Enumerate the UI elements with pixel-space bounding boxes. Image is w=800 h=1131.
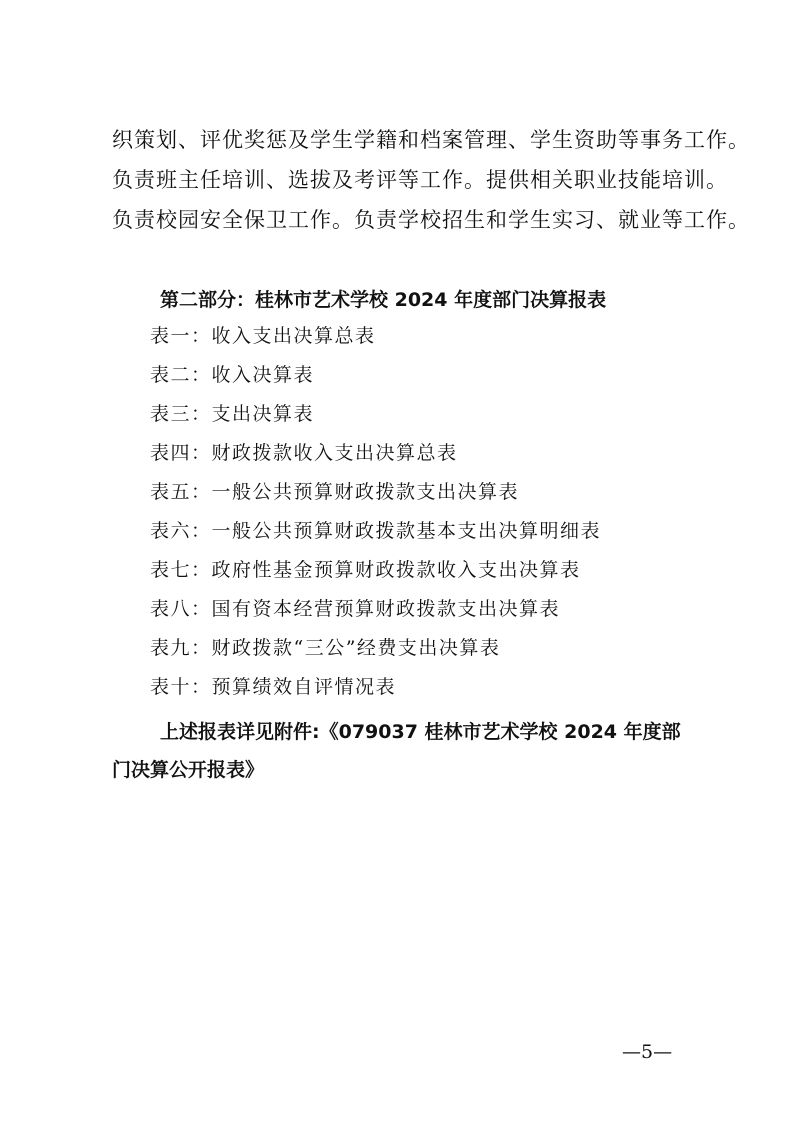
- intro-line-2: 负责班主任培训、选拔及考评等工作。提供相关职业技能培训。: [112, 168, 728, 192]
- report-table-item: 表五：一般公共预算财政拨款支出决算表: [150, 481, 520, 503]
- report-table-item: 表三：支出决算表: [150, 403, 315, 425]
- attachment-note-line-2: 门决算公开报表》: [112, 759, 265, 781]
- page-number: —5—: [622, 1041, 673, 1063]
- report-table-list: [150, 321, 601, 711]
- report-table-item: 表四：财政拨款收入支出决算总表: [150, 442, 458, 464]
- report-table-item: 表十：预算绩效自评情况表: [150, 676, 397, 698]
- section-heading: 第二部分：桂林市艺术学校 2024 年度部门决算报表: [160, 289, 607, 311]
- report-table-item: 表九：财政拨款“三公”经费支出决算表: [150, 637, 501, 659]
- attachment-note-line-1: 上述报表详见附件:《079037 桂林市艺术学校 2024 年度部: [160, 721, 681, 743]
- report-table-item: 表八：国有资本经营预算财政拨款支出决算表: [150, 598, 561, 620]
- report-table-item: 表七：政府性基金预算财政拨款收入支出决算表: [150, 559, 581, 581]
- intro-line-3: 负责校园安全保卫工作。负责学校招生和学生实习、就业等工作。: [112, 208, 750, 232]
- report-table-item: 表二：收入决算表: [150, 364, 315, 386]
- report-table-item: 表六：一般公共预算财政拨款基本支出决算明细表: [150, 520, 602, 542]
- intro-line-1: 织策划、评优奖惩及学生学籍和档案管理、学生资助等事务工作。: [112, 128, 750, 152]
- report-table-item: 表一：收入支出决算总表: [150, 325, 376, 347]
- attachment-note: [112, 713, 712, 789]
